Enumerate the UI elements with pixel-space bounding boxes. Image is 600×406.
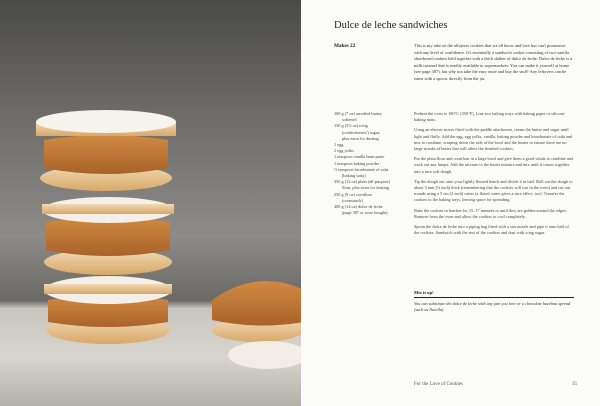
ingredient-line: (confectioners') sugar, bbox=[342, 129, 381, 135]
ingredient-line: 2 egg yolks bbox=[334, 148, 354, 154]
ingredient-line: softened bbox=[342, 117, 357, 123]
ingredient-line: (baking soda) bbox=[342, 173, 366, 179]
recipe-title: Dulce de leche sandwiches bbox=[334, 20, 448, 31]
side-cookie-caramel bbox=[212, 281, 301, 326]
method-steps bbox=[414, 111, 574, 240]
ingredient-line: plus extra for dusting bbox=[342, 135, 379, 141]
ingredient-line: 200 g (7 oz) unsalted butter, bbox=[334, 111, 383, 116]
ingredient-line: 1 teaspoon baking powder bbox=[334, 160, 380, 166]
ingredient-line: 400 g (14 oz) dulce de leche bbox=[334, 204, 383, 210]
tip-title: Mix it up! bbox=[414, 290, 574, 298]
tip-text: You can substitute the dulce de leche with any jam you love or a chocolate hazelnut spread (such as Nutella). bbox=[414, 301, 571, 313]
method-step: Tip the dough out onto your lightly floured bench and divide it in half. Roll out the dough to about 3 mm (⅛ inch) thick (remembering that the cookies will rise in the oven) and cut out rounds using a 5 cm (2 inch) cutter (a fluted cutter gives a nice effect, too). Transfer the cookies to the baking trays, leaving space for spreading. bbox=[414, 178, 573, 203]
ingredient-line: (page 387 or store bought) bbox=[342, 210, 388, 216]
method-step: Put the plain flour and cornflour in a large bowl and give them a good whisk to combine and work out any lumps. Add the mixture to the butter mixture and mix until it comes together into a nice soft dough. bbox=[414, 156, 574, 174]
page-number: 35 bbox=[572, 382, 577, 387]
ingredient-line: 350 g (12 oz) plain (all-purpose) bbox=[334, 179, 390, 185]
yield-label: Makes 22 bbox=[334, 43, 356, 49]
recipe-intro: This is my take on the alfajores cookies that we all know and love but can't pronounce with any level of confidence. It's essentially a sandwich cookie consisting of two vanilla shortbread cookies held together with a thick slather of dulce de leche. Dulce de leche is a milk caramel that is readily available in supermarkets. You can make it yourself at home (see page 387), but why not take the easy route and buy the stuff! Any leftovers can be eaten with a spoon, directly from the jar. bbox=[414, 43, 573, 81]
tip-box bbox=[414, 290, 574, 313]
ingredient-line: ½ teaspoon bicarbonate of soda bbox=[334, 166, 389, 172]
method-step: Using an electric mixer fitted with the paddle attachment, cream the butter and sugar until light and fluffy. Add the egg, egg yolks, vanilla, baking powder and bicarbonate of soda and mix to combine, scraping down the side of the bowl and the beater to ensure there are no large streaks of butter that will affect the finished cookies. bbox=[414, 127, 573, 152]
ingredient-line: 1 teaspoon vanilla bean paste bbox=[334, 154, 385, 160]
footer-book-title: For the Love of Cookies bbox=[414, 382, 463, 387]
ingredient-line: 150 g (5½ oz) icing bbox=[334, 123, 368, 129]
top-caramel bbox=[44, 135, 168, 174]
method-step: Preheat the oven to 180°C (350°F). Line two baking trays with baking paper or silicone baking mats. bbox=[414, 111, 565, 123]
method-step: Spoon the dulce de leche into a piping bag fitted with a star nozzle and pipe it onto half of the cookies. Sandwich with the rest of the cookies and dust with icing sugar. bbox=[414, 224, 569, 236]
ingredient-line: 1 egg bbox=[334, 142, 344, 148]
ingredient-line: 250 g (9 oz) cornflour bbox=[334, 191, 372, 197]
method-step: Bake the cookies in batches for 15–17 minutes or until they are golden around the edges. Remove from the oven and allow the cookies to cool completely. bbox=[414, 207, 567, 219]
side-cookie-sugar bbox=[228, 341, 301, 369]
recipe-page bbox=[301, 0, 600, 406]
ingredient-line: (cornstarch) bbox=[342, 197, 363, 203]
ingredient-list bbox=[334, 111, 409, 216]
ingredient-line: flour, plus extra for dusting bbox=[342, 185, 389, 191]
